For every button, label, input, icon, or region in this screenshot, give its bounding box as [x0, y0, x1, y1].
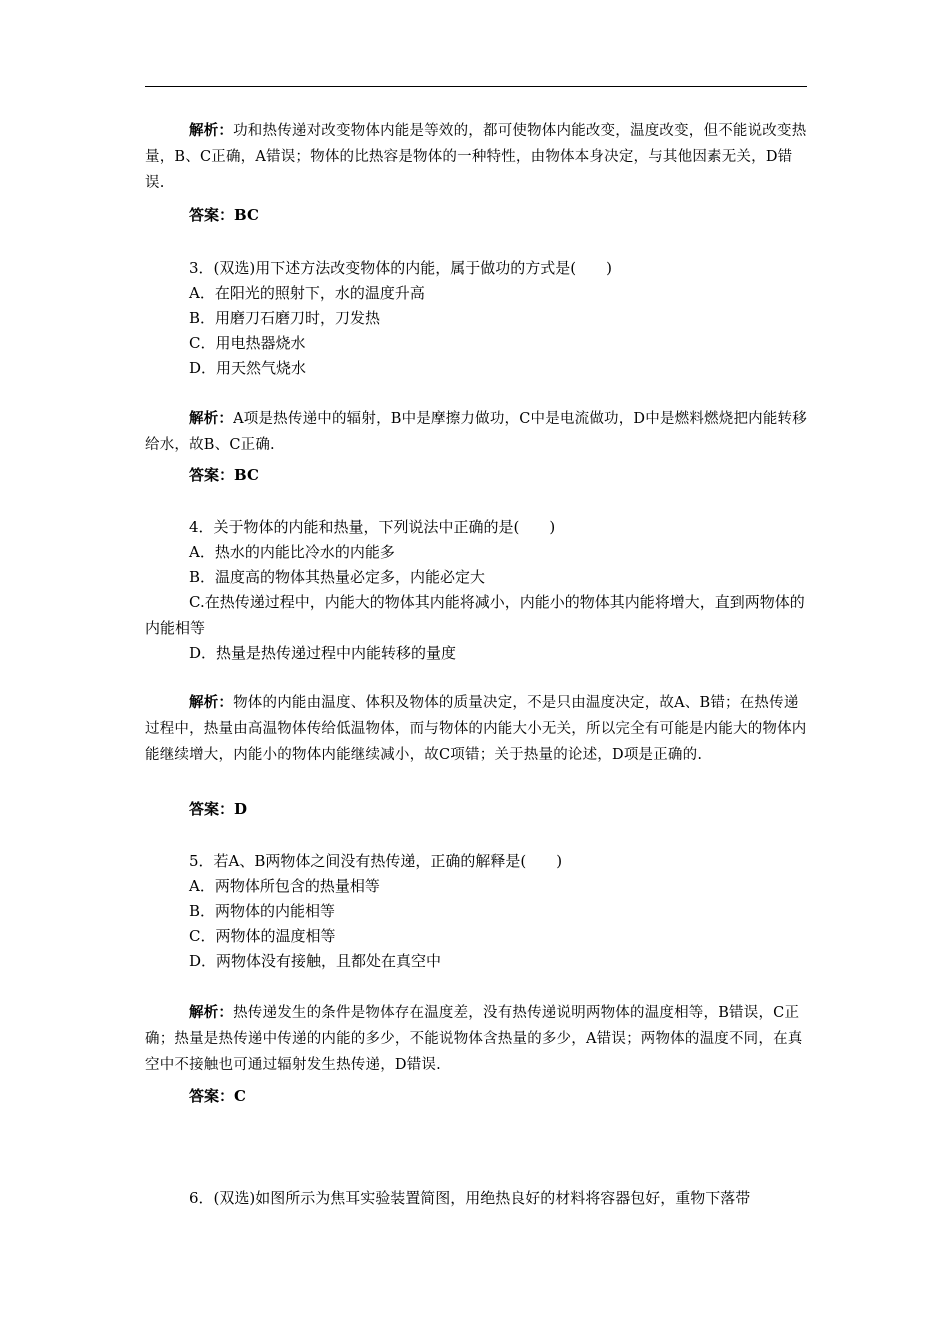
- answer-label: 答案：: [189, 800, 235, 818]
- analysis-paragraph-q3: [145, 406, 809, 458]
- question-4-option-b: B．温度高的物体其热量必定多，内能必定大: [189, 568, 486, 586]
- question-3-stem: 3．(双选)用下述方法改变物体的内能，属于做功的方式是( ): [189, 259, 612, 277]
- question-3-option-a: A．在阳光的照射下，水的温度升高: [189, 284, 425, 302]
- header-rule: [145, 86, 807, 87]
- question-6-stem: 6．(双选)如图所示为焦耳实验装置简图，用绝热良好的材料将容器包好，重物下落带: [189, 1189, 751, 1207]
- question-3-option-c: C．用电热器烧水: [189, 334, 306, 352]
- analysis-text: 物体的内能由温度、体积及物体的质量决定，不是只由温度决定，故A、B错；在热传递过程中，热量由高温物体传给低温物体，而与物体的内能大小无关，所以完全有可能是内能大的物体内能继续增大，内能小的物体内能继续减小，故C项错；关于热量的论述，D项是正确的.: [145, 695, 807, 763]
- question-4-option-a: A．热水的内能比冷水的内能多: [189, 543, 395, 561]
- answer-label: 答案：: [189, 1087, 235, 1105]
- question-5-option-c: C．两物体的温度相等: [189, 927, 336, 945]
- question-5-option-a: A．两物体所包含的热量相等: [189, 877, 380, 895]
- answer-line-q3: [145, 462, 809, 488]
- analysis-text: 功和热传递对改变物体内能是等效的，都可使物体内能改变，温度改变，但不能说改变热量，B、C正确，A错误；物体的比热容是物体的一种特性，由物体本身决定，与其他因素无关，D错误.: [145, 123, 807, 191]
- answer-value: D: [234, 800, 248, 818]
- question-3-option-b: B．用磨刀石磨刀时，刀发热: [189, 309, 381, 327]
- analysis-paragraph-q5: [145, 1000, 809, 1078]
- answer-label: 答案：: [189, 206, 235, 224]
- question-4-option-d: D．热量是热传递过程中内能转移的量度: [189, 644, 457, 662]
- question-5-option-d: D．两物体没有接触，且都处在真空中: [189, 952, 442, 970]
- question-5-stem: 5．若A、B两物体之间没有热传递，正确的解释是( ): [189, 852, 563, 870]
- answer-value: C: [234, 1087, 246, 1105]
- question-3-option-d: D．用天然气烧水: [189, 359, 307, 377]
- analysis-label: 解析：: [189, 1004, 234, 1021]
- answer-line-q5: [145, 1083, 809, 1109]
- analysis-label: 解析：: [189, 122, 234, 139]
- analysis-label: 解析：: [189, 694, 234, 711]
- analysis-paragraph-q4: [145, 690, 809, 768]
- analysis-text: A项是热传递中的辐射，B中是摩擦力做功，C中是电流做功，D中是燃料燃烧把内能转移给水，故B、C正确.: [145, 411, 807, 453]
- question-5-option-b: B．两物体的内能相等: [189, 902, 336, 920]
- answer-label: 答案：: [189, 466, 235, 484]
- question-4-stem: 4．关于物体的内能和热量，下列说法中正确的是( ): [189, 518, 556, 536]
- answer-value: BC: [234, 466, 259, 484]
- answer-line-q2: [145, 202, 809, 228]
- analysis-text: 热传递发生的条件是物体存在温度差，没有热传递说明两物体的温度相等，B错误，C正确；热量是热传递中传递的内能的多少，不能说物体含热量的多少，A错误；两物体的温度不同，在真空中不接触也可通过辐射发生热传递，D错误.: [145, 1005, 803, 1073]
- analysis-paragraph-q2: [145, 118, 809, 196]
- analysis-label: 解析：: [189, 410, 234, 427]
- answer-line-q4: [145, 796, 809, 822]
- question-4-option-c: C.在热传递过程中，内能大的物体其内能将减小，内能小的物体其内能将增大，直到两物体的内能相等: [145, 593, 805, 637]
- answer-value: BC: [234, 206, 259, 224]
